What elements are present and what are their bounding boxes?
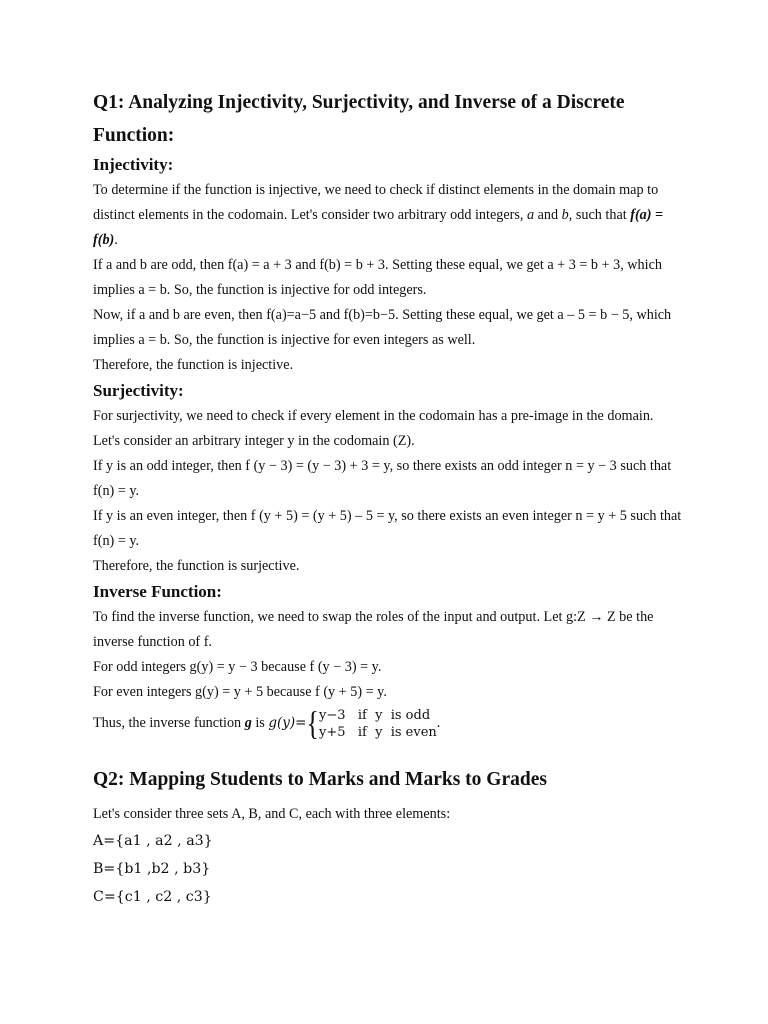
inj-p1-end: . [114, 232, 118, 248]
inverse-function-lhs: g(y)= [268, 715, 307, 731]
set-a: A={a1 , a2 , a3} [93, 833, 213, 849]
inv-lead: Thus, the inverse function [93, 715, 245, 731]
piecewise-cases [319, 707, 437, 741]
set-b: B={b1 ,b2 , b3} [93, 861, 211, 877]
surjectivity-paragraph-1: For surjectivity, we need to check if every element in the codomain has a pre-image in the domain. Let's consider an arbitrary integer y in the codomain (Z). [93, 408, 654, 449]
injectivity-conclusion: Therefore, the function is injective. [93, 357, 294, 373]
injectivity-paragraph-1 [93, 178, 683, 253]
case-odd: y−3 if y is odd [318, 707, 431, 723]
inverse-paragraph-1: To find the inverse function, we need to swap the roles of the input and output. Let g:Z → Z be the inverse function of f. [93, 609, 654, 650]
q1-title: Q1: Analyzing Injectivity, Surjectivity, and Inverse of a Discrete Function: [93, 92, 625, 146]
set-c: C={c1 , c2 , c3} [93, 889, 212, 905]
injectivity-heading: Injectivity: [93, 155, 174, 174]
inverse-conclusion [93, 705, 683, 741]
inj-p1-text: To determine if the function is injective, we need to check if distinct elements in the domain map to distinct elements in the codomain. Let's consider two arbitrary odd integers, [93, 182, 659, 223]
surjectivity-heading: Surjectivity: [93, 381, 184, 400]
inverse-heading: Inverse Function: [93, 582, 222, 601]
inj-p1-equation: f(a) = f(b) [93, 207, 664, 248]
inverse-paragraph-3: For even integers g(y) = y + 5 because f (y + 5) = y. [93, 684, 387, 700]
injectivity-paragraph-2: If a and b are odd, then f(a) = a + 3 and f(b) = b + 3. Setting these equal, we get a + 3 = b + 3, which implies a = b. So, the function is injective for odd integers. [93, 257, 662, 298]
q2-title: Q2: Mapping Students to Marks and Marks to Grades [93, 769, 547, 790]
surjectivity-paragraph-2: If y is an odd integer, then f (y − 3) = (y − 3) + 3 = y, so there exists an odd integer n = y − 3 such that f(n) = y. [93, 458, 672, 499]
surjectivity-conclusion: Therefore, the function is surjective. [93, 558, 300, 574]
inv-g: g [244, 715, 252, 731]
inj-p1-text2: , such that [568, 207, 631, 223]
inv-end: . [436, 715, 441, 731]
q2-intro: Let's consider three sets A, B, and C, each with three elements: [93, 806, 451, 822]
inj-p1-and: and [534, 207, 562, 223]
case-even: y+5 if y is even [318, 724, 437, 740]
injectivity-paragraph-3: Now, if a and b are even, then f(a)=a−5 and f(b)=b−5. Setting these equal, we get a – 5 = b − 5, which implies a = b. So, the function is injective for even integers as well. [93, 307, 672, 348]
inj-p1-var-b: b [561, 207, 569, 223]
surjectivity-paragraph-3: If y is an even integer, then f (y + 5) = (y + 5) – 5 = y, so there exists an even integer n = y + 5 such that f(n) = y. [93, 508, 682, 549]
inverse-paragraph-2: For odd integers g(y) = y − 3 because f (y − 3) = y. [93, 659, 382, 675]
section-spacer [93, 741, 683, 763]
inv-is: is [251, 715, 269, 731]
left-brace-icon: { [306, 704, 319, 742]
document-page [93, 86, 683, 911]
inj-p1-var-a: a [526, 207, 535, 223]
